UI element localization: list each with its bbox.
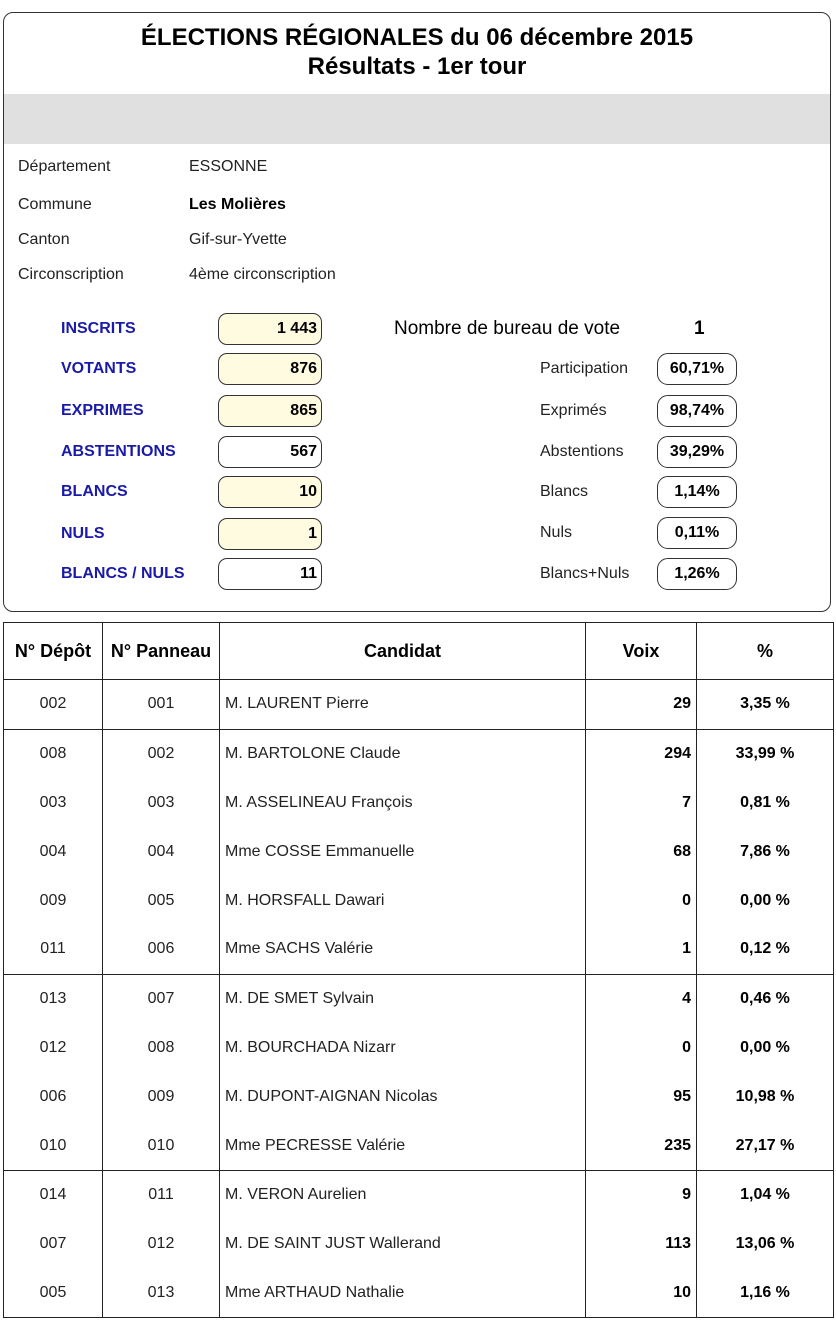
table-row (4, 680, 834, 730)
cell-candidat: M. ASSELINEAU François (220, 779, 586, 828)
exprimes-value: 865 (218, 395, 322, 427)
cell-panneau: 009 (103, 1072, 220, 1121)
header-voix: Voix (586, 623, 697, 680)
table-row (4, 1170, 834, 1219)
page-title (4, 23, 830, 81)
abstentions-value: 567 (218, 436, 322, 468)
results-table (3, 622, 834, 1318)
commune-value: Les Molières (189, 196, 286, 213)
circonscription-label: Circonscription (18, 266, 124, 283)
bureau-count-value: 1 (694, 318, 705, 339)
cell-panneau: 001 (103, 680, 220, 730)
cell-pct: 1,16 % (697, 1269, 834, 1318)
table-row (4, 1121, 834, 1170)
cell-depot: 011 (4, 925, 103, 974)
cell-panneau: 003 (103, 779, 220, 828)
cell-panneau: 002 (103, 729, 220, 778)
header-candidat: Candidat (220, 623, 586, 680)
exprimes-pct-label: Exprimés (540, 402, 607, 419)
nuls-value: 1 (218, 518, 322, 550)
cell-depot: 005 (4, 1269, 103, 1318)
participation-label: Participation (540, 360, 629, 377)
inscrits-value: 1 443 (218, 313, 322, 345)
cell-pct: 3,35 % (697, 680, 834, 730)
cell-panneau: 004 (103, 827, 220, 876)
departement-value: ESSONNE (189, 158, 268, 175)
cell-pct: 10,98 % (697, 1072, 834, 1121)
cell-pct: 13,06 % (697, 1220, 834, 1269)
cell-pct: 0,00 % (697, 1024, 834, 1073)
cell-voix: 95 (586, 1072, 697, 1121)
blancs-nuls-pct-label: Blancs+Nuls (540, 565, 630, 582)
blancs-value: 10 (218, 476, 322, 508)
canton-label: Canton (18, 231, 70, 248)
cell-pct: 7,86 % (697, 827, 834, 876)
cell-pct: 33,99 % (697, 729, 834, 778)
nuls-label: NULS (61, 525, 105, 542)
cell-depot: 004 (4, 827, 103, 876)
table-row (4, 1269, 834, 1318)
blancs-nuls-value: 11 (218, 558, 322, 590)
votants-label: VOTANTS (61, 360, 137, 377)
cell-panneau: 011 (103, 1170, 220, 1219)
cell-depot: 002 (4, 680, 103, 730)
cell-depot: 008 (4, 729, 103, 778)
cell-candidat: M. BARTOLONE Claude (220, 729, 586, 778)
cell-depot: 012 (4, 1024, 103, 1073)
table-row (4, 1072, 834, 1121)
cell-panneau: 006 (103, 925, 220, 974)
votants-value: 876 (218, 353, 322, 385)
cell-pct: 0,00 % (697, 876, 834, 925)
cell-voix: 10 (586, 1269, 697, 1318)
commune-label: Commune (18, 196, 92, 213)
abstentions-pct-label: Abstentions (540, 443, 624, 460)
cell-voix: 7 (586, 779, 697, 828)
table-row (4, 729, 834, 778)
cell-panneau: 013 (103, 1269, 220, 1318)
canton-value: Gif-sur-Yvette (189, 231, 287, 248)
cell-depot: 009 (4, 876, 103, 925)
cell-panneau: 012 (103, 1220, 220, 1269)
cell-pct: 0,81 % (697, 779, 834, 828)
exprimes-pct-value: 98,74% (657, 395, 737, 427)
blancs-nuls-label: BLANCS / NULS (61, 565, 185, 582)
cell-panneau: 008 (103, 1024, 220, 1073)
cell-depot: 013 (4, 974, 103, 1023)
cell-candidat: M. DUPONT-AIGNAN Nicolas (220, 1072, 586, 1121)
table-row (4, 779, 834, 828)
cell-candidat: M. LAURENT Pierre (220, 680, 586, 730)
cell-pct: 0,12 % (697, 925, 834, 974)
grey-band (4, 94, 830, 144)
bureau-count-label: Nombre de bureau de vote (394, 318, 621, 339)
cell-depot: 006 (4, 1072, 103, 1121)
cell-candidat: Mme PECRESSE Valérie (220, 1121, 586, 1170)
cell-panneau: 010 (103, 1121, 220, 1170)
cell-panneau: 007 (103, 974, 220, 1023)
participation-value: 60,71% (657, 353, 737, 385)
table-row (4, 876, 834, 925)
cell-pct: 0,46 % (697, 974, 834, 1023)
cell-voix: 113 (586, 1220, 697, 1269)
cell-voix: 4 (586, 974, 697, 1023)
cell-depot: 014 (4, 1170, 103, 1219)
cell-candidat: M. DE SAINT JUST Wallerand (220, 1220, 586, 1269)
title-line-2: Résultats - 1er tour (307, 53, 527, 80)
cell-depot: 007 (4, 1220, 103, 1269)
table-row (4, 974, 834, 1023)
blancs-label: BLANCS (61, 483, 128, 500)
cell-voix: 9 (586, 1170, 697, 1219)
title-line-1: ÉLECTIONS RÉGIONALES du 06 décembre 2015 (140, 24, 694, 51)
cell-pct: 27,17 % (697, 1121, 834, 1170)
exprimes-label: EXPRIMES (61, 402, 144, 419)
cell-candidat: M. DE SMET Sylvain (220, 974, 586, 1023)
cell-candidat: Mme COSSE Emmanuelle (220, 827, 586, 876)
cell-depot: 003 (4, 779, 103, 828)
circonscription-value: 4ème circonscription (189, 266, 336, 283)
header-pct: % (697, 623, 834, 680)
cell-candidat: M. HORSFALL Dawari (220, 876, 586, 925)
departement-label: Département (18, 158, 111, 175)
header-panneau: N° Panneau (103, 623, 220, 680)
table-header-row (4, 623, 834, 680)
cell-panneau: 005 (103, 876, 220, 925)
cell-candidat: M. BOURCHADA Nizarr (220, 1024, 586, 1073)
nuls-pct-value: 0,11% (657, 517, 737, 549)
table-row (4, 925, 834, 974)
table-row (4, 827, 834, 876)
blancs-pct-value: 1,14% (657, 476, 737, 508)
nuls-pct-label: Nuls (540, 524, 573, 541)
cell-voix: 29 (586, 680, 697, 730)
table-row (4, 1220, 834, 1269)
cell-voix: 1 (586, 925, 697, 974)
abstentions-pct-value: 39,29% (657, 436, 737, 468)
table-row (4, 1024, 834, 1073)
cell-depot: 010 (4, 1121, 103, 1170)
cell-candidat: Mme ARTHAUD Nathalie (220, 1269, 586, 1318)
blancs-pct-label: Blancs (540, 483, 589, 500)
cell-voix: 294 (586, 729, 697, 778)
header-depot: N° Dépôt (4, 623, 103, 680)
cell-pct: 1,04 % (697, 1170, 834, 1219)
results-summary-card (3, 12, 831, 612)
cell-voix: 0 (586, 876, 697, 925)
cell-voix: 0 (586, 1024, 697, 1073)
cell-voix: 68 (586, 827, 697, 876)
inscrits-label: INSCRITS (61, 320, 136, 337)
cell-voix: 235 (586, 1121, 697, 1170)
abstentions-label: ABSTENTIONS (61, 443, 176, 460)
cell-candidat: M. VERON Aurelien (220, 1170, 586, 1219)
cell-candidat: Mme SACHS Valérie (220, 925, 586, 974)
blancs-nuls-pct-value: 1,26% (657, 558, 737, 590)
